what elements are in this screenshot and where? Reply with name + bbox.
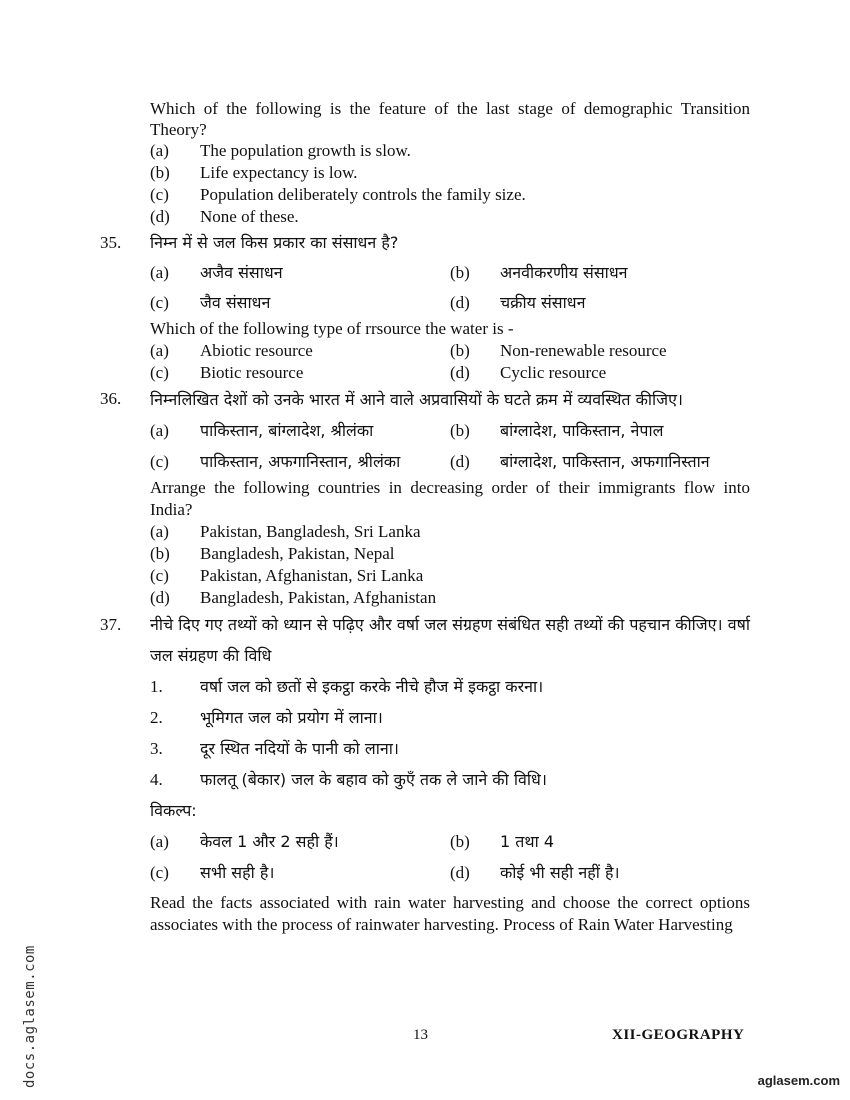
- option-text: Bangladesh, Pakistan, Nepal: [200, 544, 395, 563]
- option-text: कोई भी सही नहीं है।: [500, 863, 620, 882]
- option-label: (b): [450, 341, 470, 360]
- option-label: (a): [150, 141, 169, 160]
- option-text: बांग्लादेश, पाकिस्तान, अफगानिस्तान: [500, 452, 710, 471]
- option-label: (a): [150, 832, 169, 851]
- option-label: (b): [450, 832, 470, 851]
- hindi-options-row: [150, 415, 750, 446]
- option-label: (d): [150, 588, 170, 607]
- option-text: Pakistan, Bangladesh, Sri Lanka: [200, 522, 421, 541]
- hindi-options-row: [150, 258, 750, 288]
- fact-text: दूर स्थित नदियों के पानी को लाना।: [200, 739, 399, 758]
- question-35: [100, 228, 750, 384]
- option-text: जैव संसाधन: [200, 293, 271, 312]
- option-text: Population deliberately controls the family size.: [200, 185, 526, 204]
- question-34: [100, 98, 750, 228]
- option-b: [150, 543, 750, 565]
- option-label: (d): [150, 207, 170, 226]
- fact-text: फालतू (बेकार) जल के बहाव को कुएँ तक ले जाने की विधि।: [200, 770, 547, 789]
- question-36-english: Arrange the following countries in decreasing order of their immigrants flow into India?: [150, 478, 750, 519]
- option-label: (d): [450, 293, 470, 312]
- page-content: [100, 98, 750, 936]
- fact-item: [150, 764, 750, 795]
- option-label: (b): [450, 263, 470, 282]
- hindi-options-row: [150, 826, 750, 857]
- question-36-hindi: निम्नलिखित देशों को उनके भारत में आने वाले अप्रवासियों के घटते क्रम में व्यवस्थित कीजिए।: [150, 390, 683, 409]
- option-text: पाकिस्तान, अफगानिस्तान, श्रीलंका: [200, 452, 401, 471]
- brand-logo: aglasem.com: [757, 1073, 840, 1088]
- hindi-options-row: [150, 857, 750, 888]
- option-label: (c): [150, 293, 169, 312]
- option-label: (b): [150, 544, 170, 563]
- option-text: Abiotic resource: [200, 341, 313, 360]
- fact-text: भूमिगत जल को प्रयोग में लाना।: [200, 708, 383, 727]
- option-label: (a): [150, 421, 169, 440]
- fact-number: 2.: [150, 708, 163, 727]
- option-d: [150, 587, 750, 609]
- option-label: (d): [450, 452, 470, 471]
- option-label: (c): [150, 363, 169, 382]
- option-label: (a): [150, 263, 169, 282]
- option-text: The population growth is slow.: [200, 141, 411, 160]
- option-text: चक्रीय संसाधन: [500, 293, 586, 312]
- fact-text: वर्षा जल को छतों से इकट्ठा करके नीचे हौज में इकट्ठा करना।: [200, 677, 544, 696]
- option-label: (c): [150, 185, 169, 204]
- hindi-options-row: [150, 446, 750, 477]
- option-b: [150, 162, 750, 184]
- option-text: Life expectancy is low.: [200, 163, 358, 182]
- question-37: [100, 609, 750, 936]
- option-text: 1 तथा 4: [500, 832, 555, 851]
- fact-number: 3.: [150, 739, 163, 758]
- option-text: Biotic resource: [200, 363, 304, 382]
- subject-label: XII-GEOGRAPHY: [612, 1027, 745, 1043]
- option-label: (a): [150, 341, 169, 360]
- option-d: [150, 206, 750, 228]
- option-label: (d): [450, 863, 470, 882]
- option-text: पाकिस्तान, बांग्लादेश, श्रीलंका: [200, 421, 374, 440]
- option-text: सभी सही है।: [200, 863, 275, 882]
- vikalp-label: विकल्प:: [150, 801, 197, 820]
- hindi-options-row: [150, 288, 750, 318]
- option-text: अजैव संसाधन: [200, 263, 283, 282]
- fact-number: 1.: [150, 677, 163, 696]
- english-options-row: [150, 340, 750, 362]
- option-label: (b): [450, 421, 470, 440]
- question-number: 36.: [100, 389, 122, 408]
- option-text: अनवीकरणीय संसाधन: [500, 263, 628, 282]
- question-34-english: Which of the following is the feature of the last stage of demographic Transition Theory?: [150, 99, 750, 139]
- option-label: (c): [150, 863, 169, 882]
- option-text: Pakistan, Afghanistan, Sri Lanka: [200, 566, 424, 585]
- option-text: बांग्लादेश, पाकिस्तान, नेपाल: [500, 421, 664, 440]
- page-number: 13: [413, 1027, 428, 1043]
- question-number: 37.: [100, 615, 122, 634]
- watermark: docs.aglasem.com: [22, 945, 38, 1088]
- option-text: Bangladesh, Pakistan, Afghanistan: [200, 588, 437, 607]
- option-text: Non-renewable resource: [500, 341, 667, 360]
- fact-item: [150, 671, 750, 702]
- option-label: (a): [150, 522, 169, 541]
- option-text: None of these.: [200, 207, 299, 226]
- option-a: [150, 521, 750, 543]
- option-c: [150, 184, 750, 206]
- question-36: [100, 384, 750, 609]
- fact-item: [150, 733, 750, 764]
- option-text: केवल 1 और 2 सही हैं।: [200, 832, 339, 851]
- question-35-english: Which of the following type of rrsource the water is -: [150, 319, 514, 338]
- option-label: (b): [150, 163, 170, 182]
- option-text: Cyclic resource: [500, 363, 607, 382]
- question-37-english: Read the facts associated with rain water harvesting and choose the correct options associates with the process of rainwater harvesting. Process of Rain Water Harvesting: [150, 893, 750, 934]
- fact-item: [150, 702, 750, 733]
- option-label: (c): [150, 452, 169, 471]
- option-c: [150, 565, 750, 587]
- question-35-hindi: निम्न में से जल किस प्रकार का संसाधन है?: [150, 233, 399, 252]
- question-number: 35.: [100, 233, 122, 252]
- question-37-hindi: नीचे दिए गए तथ्यों को ध्यान से पढ़िए और वर्षा जल संग्रहण संबंधित सही तथ्यों की पहचान कीजिए। वर्षा जल संग्रहण की विधि: [150, 615, 750, 665]
- english-options-row: [150, 362, 750, 384]
- option-label: (d): [450, 363, 470, 382]
- option-label: (c): [150, 566, 169, 585]
- fact-number: 4.: [150, 770, 163, 789]
- option-a: [150, 140, 750, 162]
